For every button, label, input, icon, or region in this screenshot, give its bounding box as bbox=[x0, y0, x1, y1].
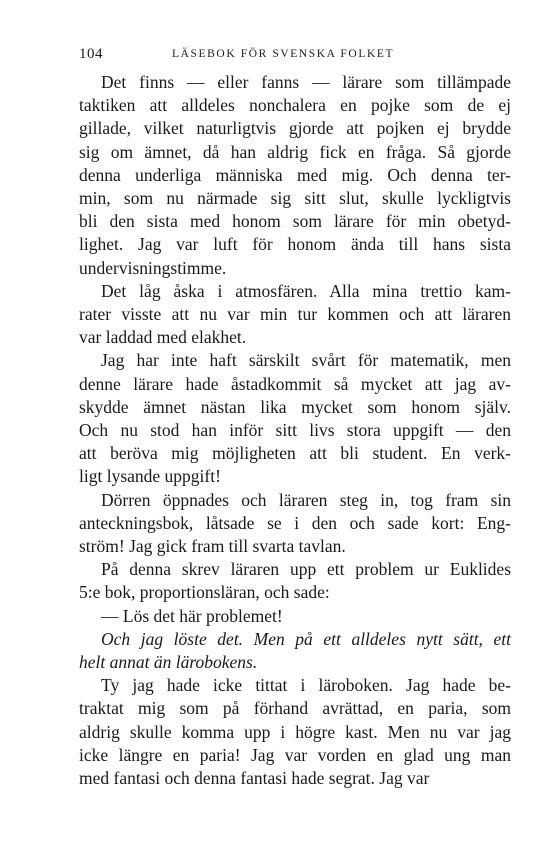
book-page bbox=[79, 46, 511, 790]
text-line: traktat mig som på förhand avrättad, en paria, som bbox=[79, 698, 511, 719]
text-line: anteckningsbok, låtsade se i den och sade kort: Eng- bbox=[79, 512, 511, 533]
body-text bbox=[79, 71, 511, 790]
text-line: aldrig skulle komma upp i högre kast. Men nu var jag bbox=[79, 721, 511, 742]
text-line: min, som nu närmade sig sitt slut, skulle lyckligtvis bbox=[79, 188, 511, 209]
text-line: bli den sista med honom som lärare för min obetyd- bbox=[79, 211, 511, 232]
running-head: LÄSEBOK FÖR SVENSKA FOLKET bbox=[172, 48, 395, 60]
page-header bbox=[79, 46, 511, 66]
paragraph bbox=[79, 674, 511, 790]
paragraph bbox=[79, 558, 511, 604]
paragraph bbox=[79, 71, 511, 280]
text-line: helt annat än lärobokens. bbox=[79, 652, 258, 673]
text-line: Ty jag hade icke tittat i läroboken. Jag hade be- bbox=[101, 675, 511, 696]
text-line: Dörren öppnades och läraren steg in, tog fram sin bbox=[101, 489, 511, 510]
paragraph bbox=[79, 628, 511, 674]
text-line: sig om ämnet, då han aldrig fick en fråga. Så gjorde bbox=[79, 141, 511, 162]
text-line: Det finns — eller fanns — lärare som tillämpade bbox=[101, 72, 511, 92]
text-line: Jag har inte haft särskilt svårt för matematik, men bbox=[101, 350, 511, 371]
paragraph bbox=[79, 349, 511, 488]
text-line: Och jag löste det. Men på ett alldeles nytt sätt, ett bbox=[101, 628, 511, 649]
text-line: 5:e bok, proportionsläran, och sade: bbox=[79, 582, 330, 603]
text-line: rater visste att nu var min tur kommen och att läraren bbox=[79, 304, 511, 325]
text-line: lighet. Jag var luft för honom ända till hans sista bbox=[79, 234, 511, 255]
text-line: undervisningstimme. bbox=[79, 257, 227, 278]
text-line: skydde ämnet nästan lika mycket som honom själv. bbox=[79, 396, 511, 417]
text-line: Det låg åska i atmosfären. Alla mina trettio kam- bbox=[101, 280, 511, 301]
text-line: ligt lysande uppgift! bbox=[79, 466, 221, 487]
page-number: 104 bbox=[79, 46, 103, 62]
text-line: taktiken att alldeles nonchalera en pojke som de ej bbox=[79, 95, 511, 116]
text-line: denne lärare hade åstadkommit så mycket att jag av- bbox=[79, 373, 511, 394]
text-line: icke längre en paria! Jag var vorden en glad ung man bbox=[79, 744, 511, 765]
text-line: denna underliga människa med mig. Och denna ter- bbox=[79, 164, 511, 185]
text-line: var laddad med elakhet. bbox=[79, 327, 247, 348]
text-line: att beröva mig möjligheten att bli student. En verk- bbox=[79, 443, 511, 464]
text-line: gillade, vilket naturligtvis gjorde att pojken ej brydde bbox=[79, 118, 511, 139]
text-line: Och nu stod han inför sitt livs stora uppgift — den bbox=[79, 420, 511, 441]
text-line: — Lös det här problemet! bbox=[101, 605, 283, 626]
paragraph bbox=[79, 489, 511, 559]
text-line: ström! Jag gick fram till svarta tavlan. bbox=[79, 536, 346, 557]
paragraph bbox=[79, 280, 511, 350]
text-line: På denna skrev läraren upp ett problem ur Euklides bbox=[101, 559, 511, 580]
paragraph bbox=[79, 605, 511, 628]
text-line: med fantasi och denna fantasi hade segrat. Jag var bbox=[79, 768, 430, 789]
